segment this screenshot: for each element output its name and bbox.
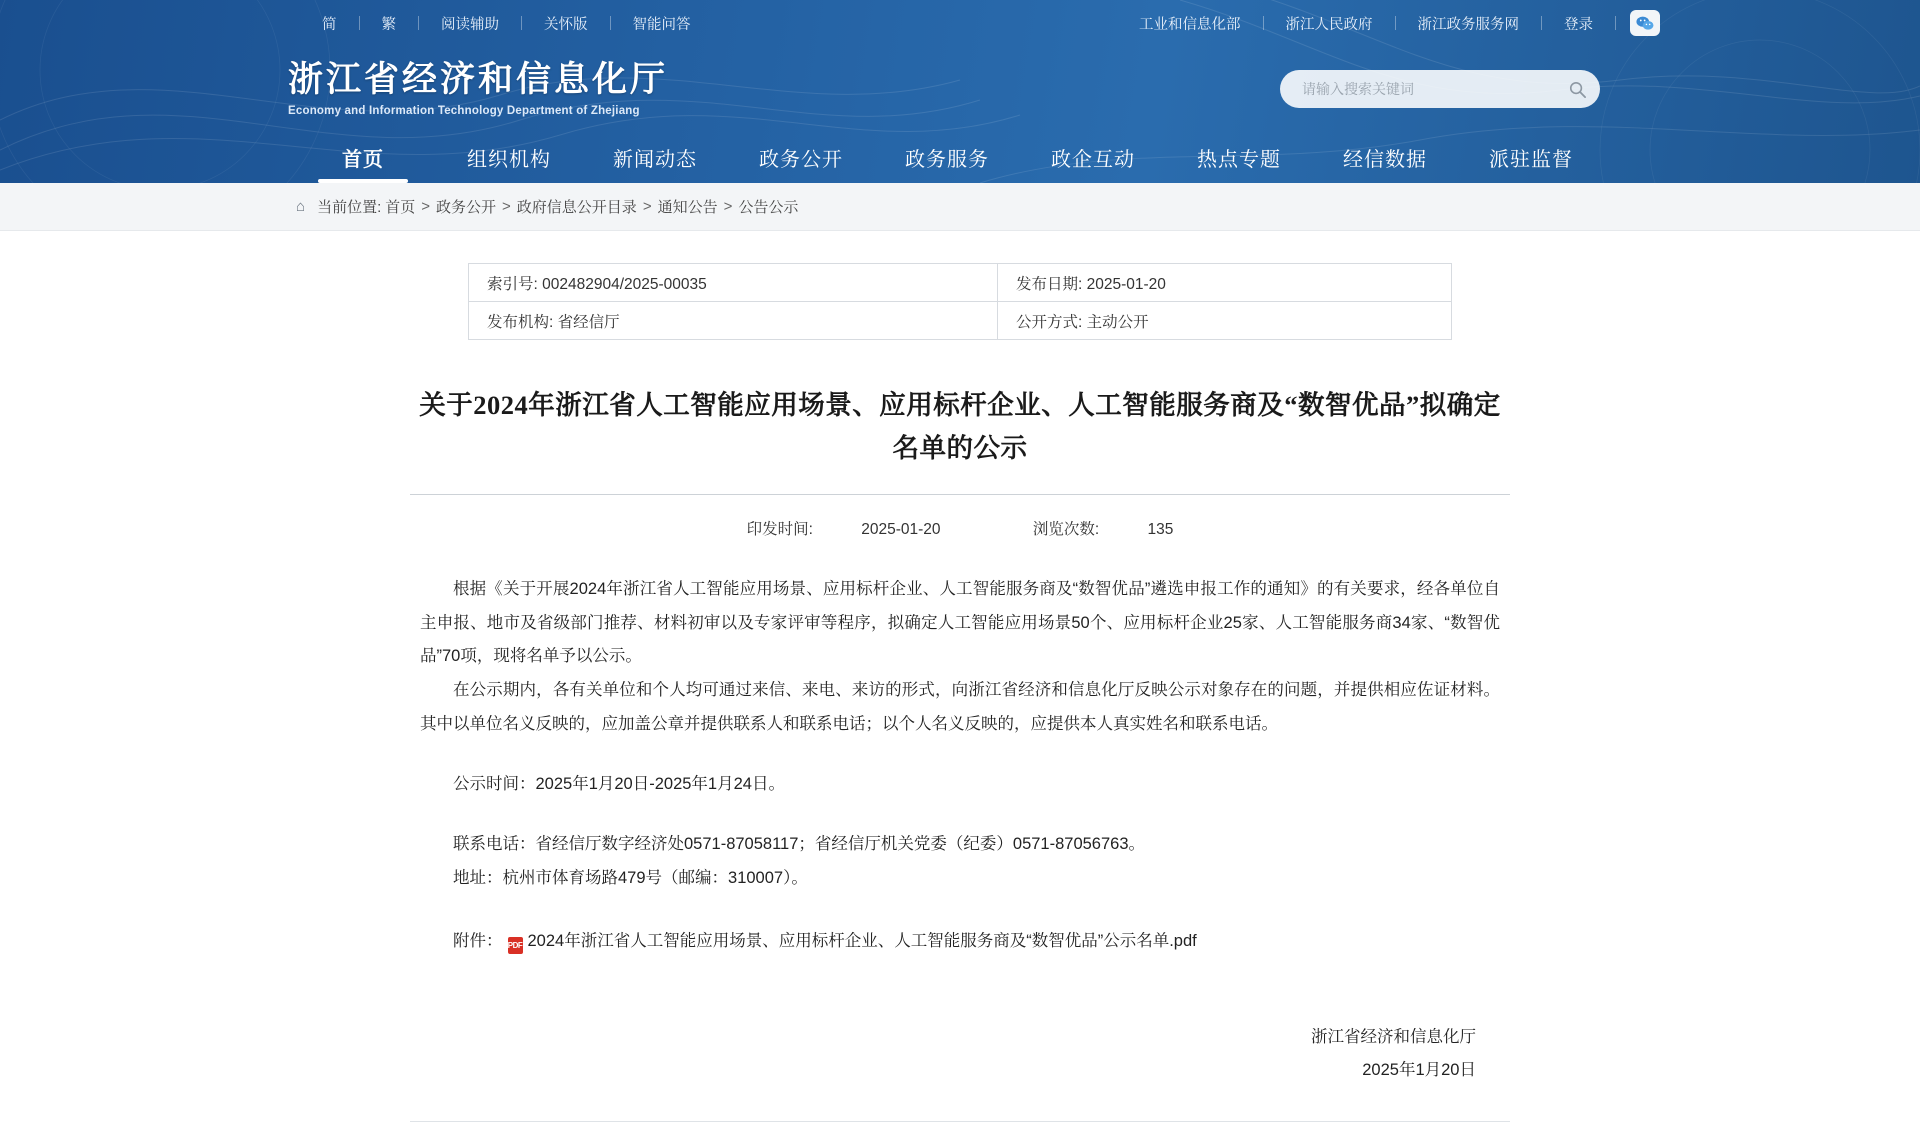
nav-item-gov-service[interactable]: 政务服务 — [905, 149, 989, 171]
utility-link-miit[interactable]: 工业和信息化部 — [1139, 16, 1241, 33]
nav-item-data[interactable]: 经信数据 — [1343, 149, 1427, 171]
nav-item-supervision[interactable]: 派驻监督 — [1489, 149, 1573, 171]
meta-publisher-value: 省经信厅 — [557, 313, 620, 331]
nav-item-gov-disclosure[interactable]: 政务公开 — [759, 149, 843, 171]
nav-item-hot-topics[interactable]: 热点专题 — [1197, 149, 1281, 171]
breadcrumb-item-gov-disclosure[interactable]: 政务公开 — [436, 199, 497, 216]
article-signature — [420, 1021, 1500, 1087]
meta-index-number-label: 索引号: — [487, 275, 538, 293]
title-divider — [410, 494, 1510, 495]
main-nav — [0, 132, 1920, 183]
print-date-value: 2025-01-20 — [861, 520, 941, 538]
breadcrumb-separator: > — [723, 198, 733, 215]
site-header — [0, 0, 1920, 183]
article-submeta — [410, 517, 1510, 539]
search-button[interactable] — [1560, 74, 1594, 104]
utility-link-lang-simplified[interactable]: 简 — [322, 16, 337, 33]
document-meta-table — [468, 263, 1452, 340]
breadcrumb-item-announcement[interactable]: 公告公示 — [738, 199, 799, 216]
attachment-link[interactable]: 2024年浙江省人工智能应用场景、应用标杆企业、人工智能服务商及“数智优品”公示名单.pdf — [527, 932, 1197, 951]
paragraph-2: 在公示期内，各有关单位和个人均可通过来信、来电、来访的形式，向浙江省经济和信息化厅反映公示对象存在的问题，并提供相应佐证材料。其中以单位名义反映的，应加盖公章并提供联系人和联系电话；以个人名义反映的，应提供本人真实姓名和联系电话。 — [420, 681, 1500, 734]
breadcrumb-item-notice[interactable]: 通知公告 — [657, 199, 718, 216]
meta-publish-date-value: 2025-01-20 — [1086, 275, 1166, 293]
site-logo[interactable] — [288, 61, 668, 118]
breadcrumb-separator: > — [502, 198, 511, 215]
search-icon — [1568, 80, 1587, 99]
article-content — [420, 573, 1500, 959]
utility-bar — [0, 0, 1920, 46]
utility-link-reading-assist[interactable]: 阅读辅助 — [441, 16, 499, 33]
wechat-icon[interactable] — [1630, 10, 1660, 36]
contact-address: 地址：杭州市体育场路479号（邮编：310007）。 — [453, 868, 808, 887]
utility-link-smart-qa[interactable]: 智能问答 — [632, 16, 691, 33]
nav-item-organization[interactable]: 组织机构 — [467, 149, 551, 171]
meta-publisher — [469, 302, 998, 340]
signature-date: 2025年1月20日 — [1362, 1061, 1476, 1080]
article — [410, 231, 1510, 1122]
utility-link-zj-service[interactable]: 浙江政务服务网 — [1417, 16, 1519, 33]
attachment-row — [420, 925, 1500, 959]
utility-link-login[interactable]: 登录 — [1564, 16, 1593, 33]
utility-links-left — [300, 13, 713, 34]
search-input[interactable] — [1300, 80, 1560, 98]
table-row — [469, 264, 1452, 302]
breadcrumb-item-home[interactable]: 首页 — [385, 199, 416, 216]
meta-index-number-value: 002482904/2025-00035 — [542, 275, 707, 293]
breadcrumb — [0, 183, 1920, 231]
nav-item-gov-enterprise[interactable]: 政企互动 — [1051, 149, 1135, 171]
breadcrumb-separator: > — [642, 198, 652, 215]
page-body — [0, 231, 1920, 1122]
meta-disclosure-method — [998, 302, 1452, 340]
meta-publisher-label: 发布机构: — [487, 313, 554, 331]
meta-disclosure-method-value: 主动公开 — [1086, 313, 1149, 331]
view-count-label: 浏览次数: — [1032, 520, 1100, 538]
meta-index-number — [469, 264, 998, 302]
contact-phone: 联系电话：省经信厅数字经济处0571-87058117；省经信厅机关党委（纪委）0571-87056763。 — [453, 834, 1146, 853]
meta-publish-date-label: 发布日期: — [1016, 275, 1083, 293]
utility-link-care-version[interactable]: 关怀版 — [544, 16, 588, 33]
page-title: 关于2024年浙江省人工智能应用场景、应用标杆企业、人工智能服务商及“数智优品”拟确定名单的公示 — [419, 390, 1501, 463]
meta-disclosure-method-label: 公开方式: — [1016, 313, 1083, 331]
view-count-value: 135 — [1147, 520, 1174, 538]
pdf-icon: PDF — [508, 937, 523, 954]
publicity-period: 公示时间：2025年1月20日-2025年1月24日。 — [453, 774, 785, 793]
divider — [1615, 16, 1616, 30]
wechat-glyph — [1636, 16, 1654, 31]
utility-links-right — [1117, 10, 1660, 36]
site-title-cn: 浙江省经济和信息化厅 — [288, 59, 669, 99]
nav-item-home[interactable]: 首页 — [290, 132, 436, 183]
table-row — [469, 302, 1452, 340]
print-date — [725, 521, 967, 538]
paragraph-1: 根据《关于开展2024年浙江省人工智能应用场景、应用标杆企业、人工智能服务商及“数智优品”遴选申报工作的通知》的有关要求，经各单位自主申报、地市及省级部门推荐、材料初审以及专家评审等程序，拟确定人工智能应用场景50个、应用标杆企业25家、人工智能服务商34家、“数智优品”70项，现将名单予以公示。 — [420, 579, 1500, 666]
meta-publish-date — [998, 264, 1452, 302]
breadcrumb-prefix: 当前位置: — [317, 199, 382, 216]
view-count — [1011, 521, 1196, 538]
attachment-label: 附件： — [453, 932, 503, 951]
utility-link-zj-gov[interactable]: 浙江人民政府 — [1285, 16, 1373, 33]
site-title-en: Economy and Information Technology Department of Zhejiang — [288, 105, 640, 118]
search-box[interactable] — [1280, 70, 1600, 108]
breadcrumb-item-disclosure-directory[interactable]: 政府信息公开目录 — [516, 199, 637, 216]
signature-organization: 浙江省经济和信息化厅 — [1311, 1028, 1476, 1047]
brand-row — [0, 46, 1920, 132]
print-date-label: 印发时间: — [746, 520, 813, 538]
nav-item-news[interactable]: 新闻动态 — [613, 149, 697, 171]
breadcrumb-separator: > — [421, 198, 431, 215]
utility-link-lang-traditional[interactable]: 繁 — [381, 16, 396, 33]
home-icon: ⌂ — [296, 198, 306, 215]
